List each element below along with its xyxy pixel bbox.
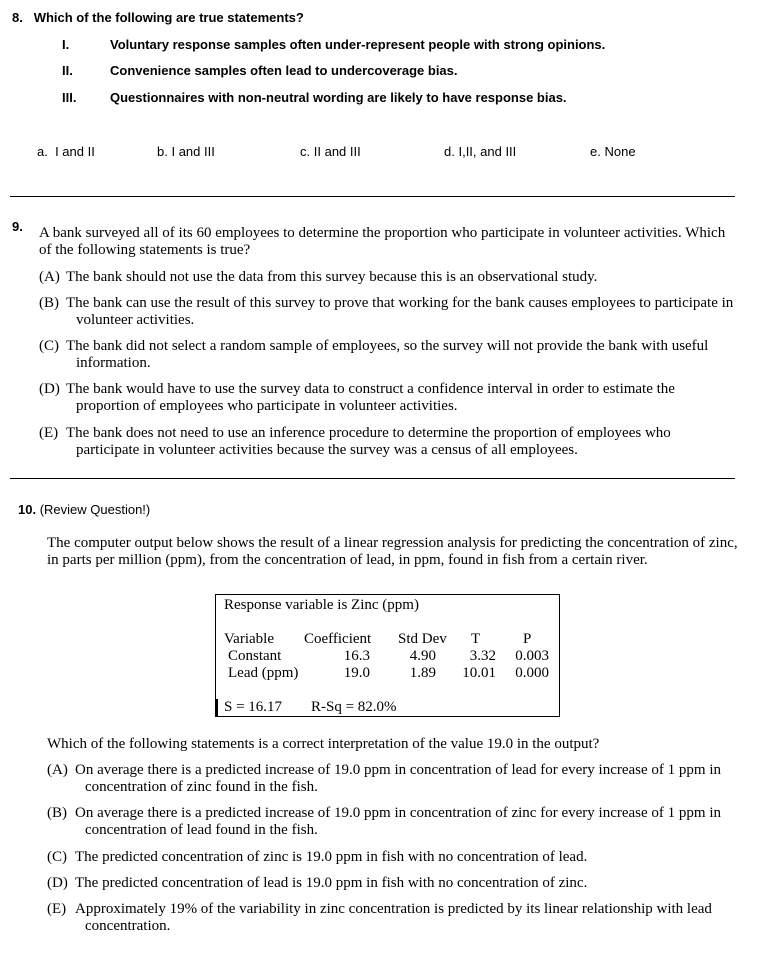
option-text: On average there is a predicted increase of 19.0 ppm in concentration of lead for every increase of 1 ppm in concentration of zinc found in the fish. bbox=[75, 762, 721, 795]
row-coefficient: 19.0 bbox=[343, 665, 370, 681]
choice-letter: b. bbox=[157, 144, 168, 159]
header-p: P bbox=[523, 631, 532, 647]
cursor-bar bbox=[216, 699, 218, 717]
q10-heading bbox=[18, 502, 150, 517]
option-label: (D) bbox=[39, 381, 60, 397]
option-label: (C) bbox=[39, 338, 59, 354]
row-t: 3.32 bbox=[469, 648, 496, 664]
option-label: (C) bbox=[47, 849, 67, 865]
q8-statement-text: Convenience samples often lead to undercoverage bias. bbox=[110, 63, 458, 78]
q10-question: Which of the following statements is a correct interpretation of the value 19.0 in the output? bbox=[47, 736, 600, 752]
choice-text: II and III bbox=[313, 144, 361, 159]
section-divider bbox=[10, 478, 735, 479]
option-text: The bank can use the result of this survey to prove that working for the bank causes employees to participate in volunteer activities. bbox=[66, 295, 734, 328]
s-value: S = 16.17 bbox=[224, 699, 283, 715]
q10-intro: The computer output below shows the result of a linear regression analysis for predicting the concentration of zinc, in parts per million (ppm), from the concentration of lead, in ppm, found in fish from a certain river. bbox=[47, 535, 738, 568]
choice-text: I and III bbox=[171, 144, 215, 159]
regression-output-table bbox=[215, 594, 560, 717]
q9-number: 9. bbox=[12, 219, 23, 234]
q10-number: 10. bbox=[18, 502, 37, 517]
option-text: Approximately 19% of the variability in zinc concentration is predicted by its linear relationship with lead concentration. bbox=[75, 901, 712, 934]
q9-stem: A bank surveyed all of its 60 employees to determine the proportion who participate in volunteer activities. Which of the following statements is true? bbox=[39, 225, 726, 258]
option-label: (D) bbox=[47, 875, 68, 891]
row-p: 0.003 bbox=[515, 648, 549, 664]
header-std-dev: Std Dev bbox=[398, 631, 447, 647]
option-text: The predicted concentration of lead is 19.0 ppm in fish with no concentration of zinc. bbox=[75, 875, 588, 891]
row-p: 0.000 bbox=[515, 665, 549, 681]
option-text: The bank does not need to use an inference procedure to determine the proportion of employees who participate in volunteer activities because the survey was a census of all employees. bbox=[66, 425, 671, 458]
r-squared-value: R-Sq = 82.0% bbox=[311, 699, 397, 715]
q8-statement-numeral: III. bbox=[62, 90, 77, 105]
q8-choice-a[interactable] bbox=[37, 144, 95, 159]
q8-statement-text: Voluntary response samples often under-represent people with strong opinions. bbox=[110, 37, 606, 52]
option-label: (A) bbox=[39, 269, 60, 285]
q8-question bbox=[12, 10, 304, 25]
response-variable-line: Response variable is Zinc (ppm) bbox=[224, 597, 419, 613]
choice-text: I,II, and III bbox=[458, 144, 517, 159]
option-text: The bank did not select a random sample of employees, so the survey will not provide the bank with useful information. bbox=[66, 338, 709, 371]
row-std-dev: 1.89 bbox=[409, 665, 436, 681]
q8-statement-text: Questionnaires with non-neutral wording are likely to have response bias. bbox=[110, 90, 567, 105]
row-variable: Constant bbox=[228, 648, 282, 664]
option-label: (A) bbox=[47, 762, 68, 778]
q8-statement-numeral: II. bbox=[62, 63, 73, 78]
choice-letter: d. bbox=[444, 144, 455, 159]
option-text: The bank should not use the data from this survey because this is an observational study. bbox=[66, 269, 598, 285]
option-text: The bank would have to use the survey data to construct a confidence interval in order to estimate the proportion of employees who participate in volunteer activities. bbox=[66, 381, 675, 414]
row-variable: Lead (ppm) bbox=[228, 665, 299, 681]
q10-tag: (Review Question!) bbox=[39, 502, 151, 517]
choice-letter: e. bbox=[590, 144, 601, 159]
q8-statement-numeral: I. bbox=[62, 37, 70, 52]
option-label: (E) bbox=[47, 901, 67, 917]
section-divider bbox=[10, 196, 735, 197]
choice-text: None bbox=[604, 144, 636, 159]
choice-text: I and II bbox=[55, 144, 95, 159]
header-coefficient: Coefficient bbox=[304, 631, 372, 647]
q8-choice-c[interactable] bbox=[300, 144, 361, 159]
option-label: (E) bbox=[39, 425, 59, 441]
q8-number: 8. bbox=[12, 10, 23, 25]
header-variable: Variable bbox=[224, 631, 274, 647]
q8-choice-b[interactable] bbox=[157, 144, 215, 159]
option-label: (B) bbox=[47, 805, 67, 821]
option-text: On average there is a predicted increase of 19.0 ppm in concentration of zinc for every increase of 1 ppm in concentration of lead found in the fish. bbox=[75, 805, 721, 838]
q8-choice-d[interactable] bbox=[444, 144, 516, 159]
row-coefficient: 16.3 bbox=[343, 648, 370, 664]
q8-choice-e[interactable] bbox=[590, 144, 636, 159]
row-std-dev: 4.90 bbox=[409, 648, 436, 664]
option-text: The predicted concentration of zinc is 19.0 ppm in fish with no concentration of lead. bbox=[75, 849, 588, 865]
row-t: 10.01 bbox=[462, 665, 496, 681]
choice-letter: a. bbox=[37, 144, 48, 159]
header-t: T bbox=[471, 631, 481, 647]
option-label: (B) bbox=[39, 295, 59, 311]
choice-letter: c. bbox=[300, 144, 311, 159]
q8-question-text: Which of the following are true statements? bbox=[33, 10, 304, 25]
